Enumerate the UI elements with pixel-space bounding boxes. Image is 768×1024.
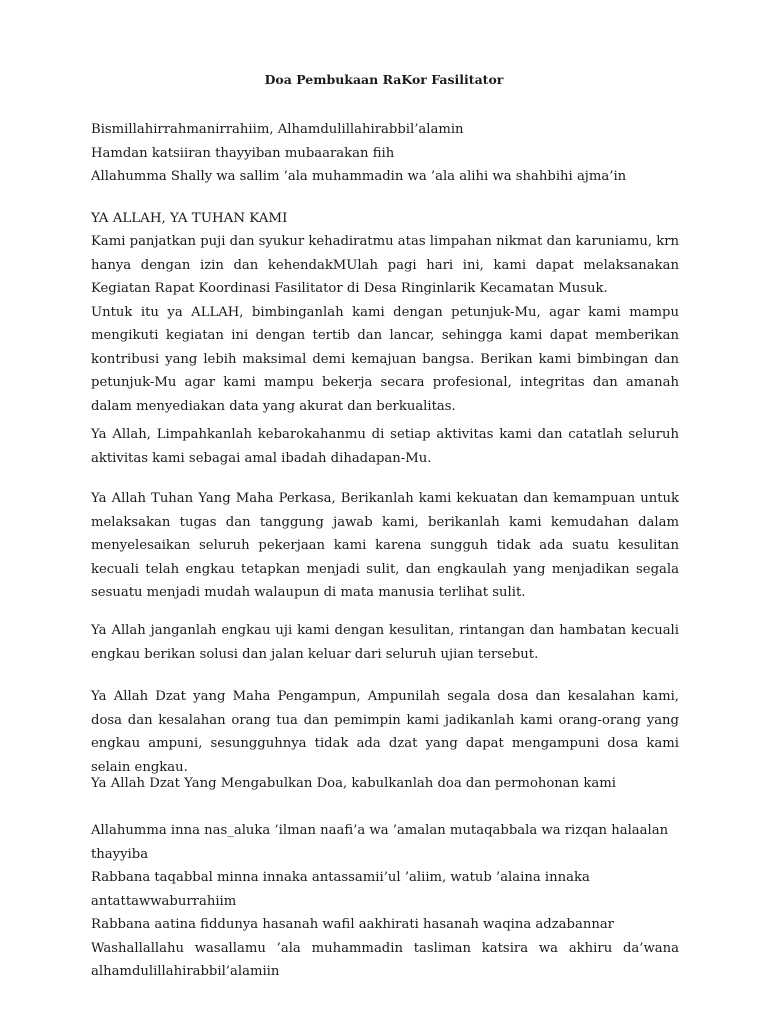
paragraph-5: Ya Allah janganlah engkau uji kami dengan kesulitan, rintangan dan hambatan kecuali engkau berikan solusi dan jalan keluar dari seluruh ujian tersebut. (91, 623, 679, 662)
closing-lines (91, 819, 679, 984)
paragraph-block-4 (91, 487, 679, 605)
closing-line: Rabbana taqabbal minna innaka antassamii’ul ’aliim, watub ’alaina innaka antattawwaburrahiim (91, 870, 590, 909)
paragraph-3: Ya Allah, Limpahkanlah kebarokahanmu di setiap aktivitas kami dan catatlah seluruh aktivitas kami sebagai amal ibadah dihadapan-Mu. (91, 427, 679, 466)
paragraph-4: Ya Allah Tuhan Yang Maha Perkasa, Berikanlah kami kekuatan dan kemampuan untuk melaksakan tugas dan tanggung jawab kami, berikanlah kami kemudahan dalam menyelesaikan seluruh pekerjaan kami karena sungguh tidak ada suatu kesulitan kecuali telah engkau tetapkan menjadi sulit, dan engkaulah yang menjadikan segala sesuatu menjadi mudah walaupun di mata manusia terlihat sulit. (91, 491, 679, 600)
paragraph-block-6 (91, 685, 679, 779)
opening-lines (91, 118, 679, 189)
closing-line: Rabbana aatina fiddunya hasanah wafil aakhirati hasanah waqina adzabannar (91, 917, 614, 932)
document-title: Doa Pembukaan RaKor Fasilitator (264, 72, 504, 87)
paragraph-block-5 (91, 619, 679, 666)
paragraph-2: Untuk itu ya ALLAH, bimbinganlah kami dengan petunjuk-Mu, agar kami mampu mengikuti kegiatan ini dengan tertib dan lancar, sehingga kami dapat memberikan kontribusi yang lebih maksimal demi kemajuan bangsa. Berikan kami bimbingan dan petunjuk-Mu agar kami mampu bekerja secara profesional, integritas dan amanah dalam menyediakan data yang akurat dan berkualitas. (91, 304, 679, 414)
opening-line: Bismillahirrahmanirrahiim, Alhamdulillahirabbil’alamin (91, 122, 464, 137)
paragraph-6: Ya Allah Dzat yang Maha Pengampun, Ampunilah segala dosa dan kesalahan kami, dosa dan kesalahan orang tua dan pemimpin kami jadikanlah kami orang-orang yang engkau ampuni, sesungguhnya tidak ada dzat yang dapat mengampuni dosa kami selain engkau. (91, 689, 679, 775)
opening-line: Allahumma Shally wa sallim ’ala muhammadin wa ’ala alihi wa shahbihi ajma’in (91, 169, 627, 184)
closing-paragraph: Washallallahu wasallamu ’ala muhammadin tasliman katsira wa akhiru da’wana alhamdulillahirabbil’alamiin (91, 940, 679, 979)
paragraph-block-7 (91, 772, 679, 796)
opening-line: Hamdan katsiiran thayyiban mubaarakan fiih (91, 145, 395, 161)
paragraph-7: Ya Allah Dzat Yang Mengabulkan Doa, kabulkanlah doa dan permohonan kami (91, 776, 616, 791)
paragraph-block-3 (91, 423, 679, 470)
paragraph-1: Kami panjatkan puji dan syukur kehadiratmu atas limpahan nikmat dan karuniamu, krn hanya dengan izin dan kehendakMUlah pagi hari ini, kami dapat melaksanakan Kegiatan Rapat Koordinasi Fasilitator di Desa Ringinlarik Kecamatan Musuk. (91, 234, 680, 296)
heading-text: YA ALLAH, YA TUHAN KAMI (91, 211, 288, 226)
closing-line: Allahumma inna nas_aluka ’ilman naafi’a wa ’amalan mutaqabbala wa rizqan halaalan thayyiba (91, 823, 669, 862)
section-heading (91, 207, 679, 231)
paragraph-block-1 (91, 230, 679, 418)
